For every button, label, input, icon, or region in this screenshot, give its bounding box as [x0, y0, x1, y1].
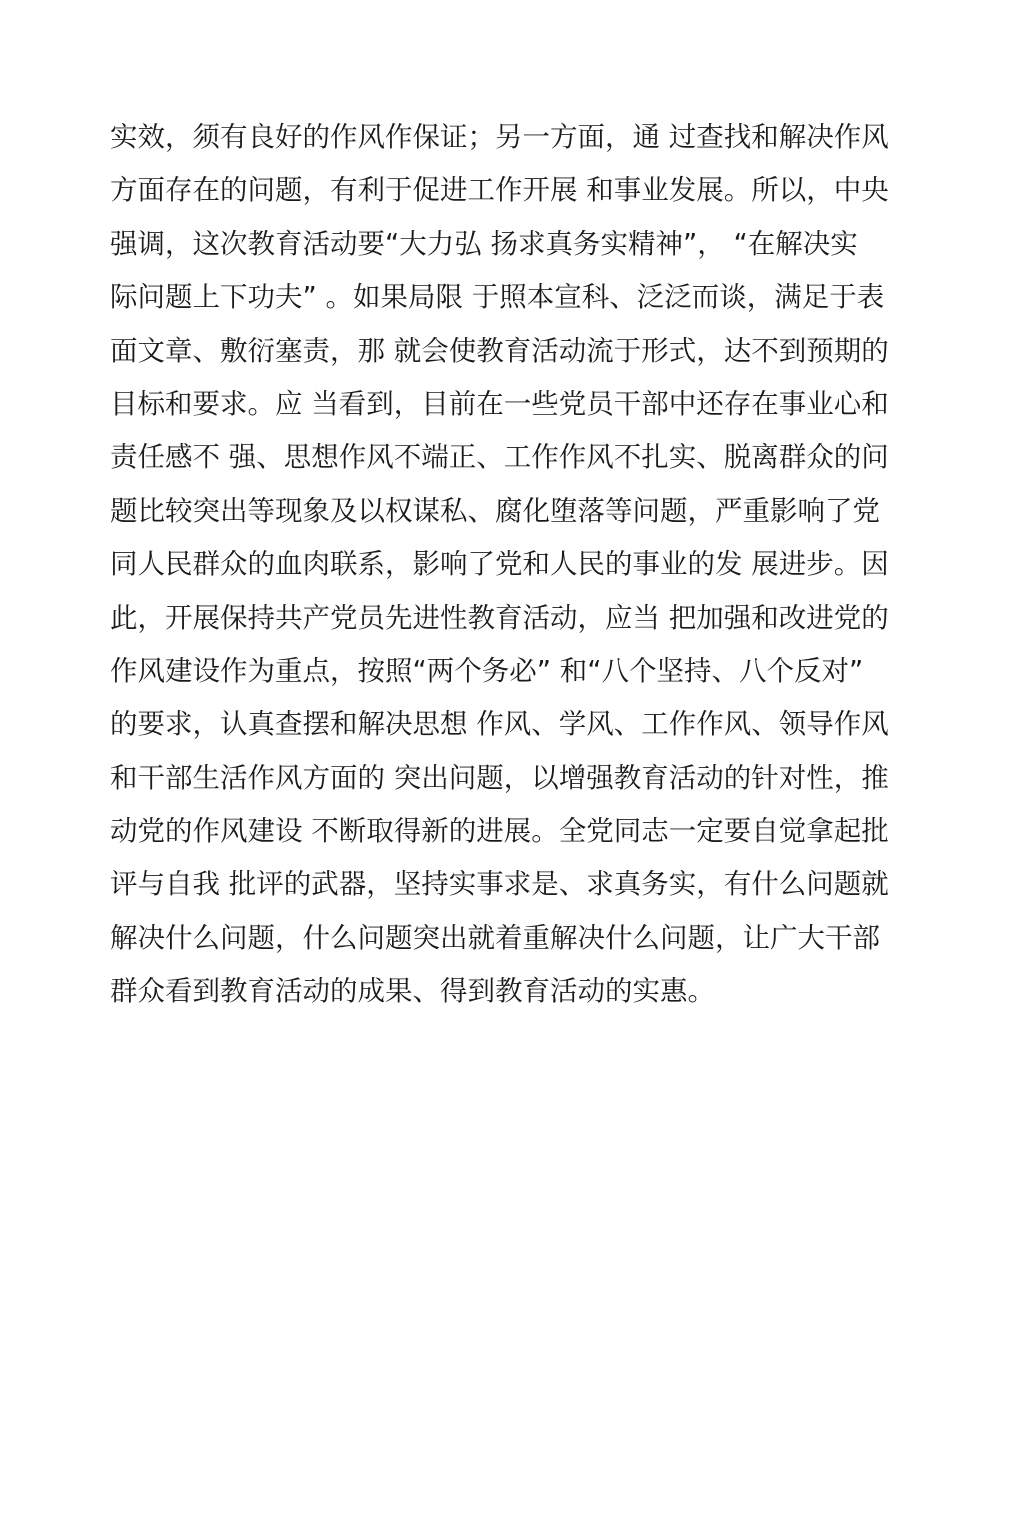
- text-line: 强调，这次教育活动要“大力弘 扬求真务实精神”， “在解决实: [110, 227, 858, 260]
- text-line: 作风建设作为重点，按照“两个务必” 和“八个坚持、八个反对”: [110, 654, 864, 687]
- text-line: 题比较突出等现象及以权谋私、腐化堕落等问题，严重影响了党: [110, 494, 880, 527]
- text-line: 的要求，认真查摆和解决思想 作风、学风、工作作风、领导作风: [110, 708, 889, 741]
- text-line: 面文章、敷衍塞责，那 就会使教育活动流于形式，达不到预期的: [110, 334, 889, 367]
- text-line: 此，开展保持共产党员先进性教育活动，应当 把加强和改进党的: [110, 601, 889, 634]
- text-line: 动党的作风建设 不断取得新的进展。全党同志一定要自觉拿起批: [110, 815, 889, 848]
- text-line: 实效，须有良好的作风作保证；另一方面，通 过查找和解决作风: [110, 121, 889, 153]
- text-line: 评与自我 批评的武器，坚持实事求是、求真务实，有什么问题就: [110, 868, 889, 901]
- text-line: 方面存在的问题，有利于促进工作开展 和事业发展。所以，中央: [110, 174, 889, 207]
- text-line: 和干部生活作风方面的 突出问题，以增强教育活动的针对性，推: [110, 761, 889, 794]
- body-paragraph: [110, 111, 930, 1019]
- text-line: 际问题上下功夫” 。如果局限 于照本宣科、泛泛而谈，满足于表: [110, 281, 885, 314]
- text-line: 同人民群众的血肉联系，影响了党和人民的事业的发 展进步。因: [110, 548, 889, 581]
- text-line: 解决什么问题，什么问题突出就着重解决什么问题，让广大干部: [110, 921, 880, 954]
- text-line: 责任感不 强、思想作风不端正、工作作风不扎实、脱离群众的问: [110, 441, 889, 474]
- text-line: 目标和要求。应 当看到，目前在一些党员干部中还存在事业心和: [110, 387, 889, 420]
- text-line: 群众看到教育活动的成果、得到教育活动的实惠。: [110, 975, 715, 1008]
